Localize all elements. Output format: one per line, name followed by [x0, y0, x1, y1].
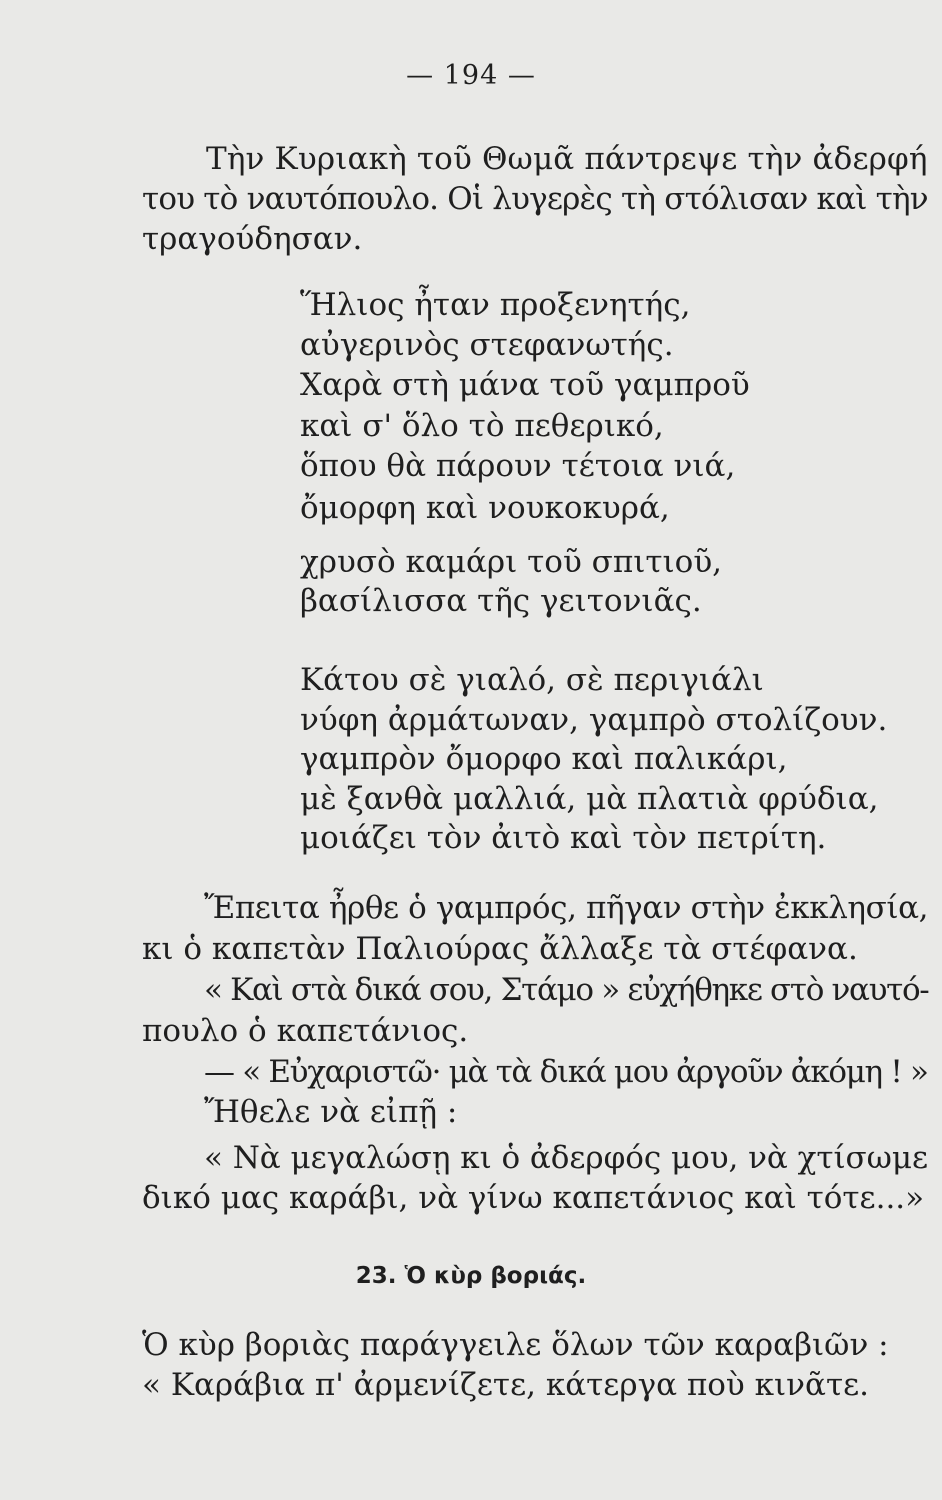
para2-line-2: κι ὁ καπετὰν Παλιούρας ἄλλαξε τὰ στέφανα.	[142, 931, 858, 967]
stanza2-line-3: γαμπρὸν ὄμορφο καὶ παλικάρι,	[300, 741, 788, 777]
stanza1-line-6: ὄμορφη καὶ νουκοκυρά,	[300, 490, 670, 526]
stanza1-line-1: Ἥλιος ἦταν προξενητής,	[300, 287, 691, 323]
para1-line-2: του τὸ ναυτόπουλο. Οἱ λυγερὲς τὴ στόλισαν καὶ τὴν	[142, 181, 928, 217]
stanza1-line-2: αὐγερινὸς στεφανωτής.	[300, 327, 674, 363]
stanza1-line-5: ὅπου θὰ πάρουν τέτοια νιά,	[300, 448, 736, 484]
para3-line-2: « Καράβια π' ἀρμενίζετε, κάτεργα ποὺ κινᾶτε.	[142, 1367, 870, 1403]
para2-line-4: πουλο ὁ καπετάνιος.	[142, 1013, 469, 1049]
stanza2-line-2: νύφη ἀρμάτωναν, γαμπρὸ στολίζουν.	[300, 702, 888, 738]
para2-line-1: Ἔπειτα ἦρθε ὁ γαμπρός, πῆγαν στὴν ἐκκλησία,	[204, 890, 929, 926]
stanza2-line-4: μὲ ξανθὰ μαλλιά, μὰ πλατιὰ φρύδια,	[300, 781, 879, 817]
stanza1-line-3: Χαρὰ στὴ μάνα τοῦ γαμπροῦ	[300, 367, 750, 403]
stanza1-line-4: καὶ σ' ὅλο τὸ πεθερικό,	[300, 408, 664, 444]
stanza2-line-5: μοιάζει τὸν ἀιτὸ καὶ τὸν πετρίτη.	[300, 820, 827, 856]
para2-line-6: Ἤθελε νὰ εἰπῇ :	[204, 1094, 458, 1130]
para2-line-5: — « Εὐχαριστῶ· μὰ τὰ δικά μου ἀργοῦν ἀκόμη ! »	[204, 1054, 928, 1090]
para1-line-3: τραγούδησαν.	[142, 221, 363, 257]
para3-line-1: Ὁ κὺρ βοριὰς παράγγειλε ὅλων τῶν καραβιῶν :	[142, 1327, 889, 1363]
stanza1-line-8: βασίλισσα τῆς γειτονιᾶς.	[300, 583, 702, 619]
stanza2-line-1: Κάτου σὲ γιαλό, σὲ περιγιάλι	[300, 662, 764, 698]
para2-line-8: δικό μας καράβι, νὰ γίνω καπετάνιος καὶ τότε...»	[142, 1180, 925, 1216]
para2-line-7: « Νὰ μεγαλώσῃ κι ὁ ἀδερφός μου, νὰ χτίσωμε	[204, 1140, 929, 1176]
para2-line-3: « Καὶ στὰ δικά σου, Στάμο » εὐχήθηκε στὸ ναυτό-	[204, 972, 929, 1008]
section-heading: 23. Ὁ κὺρ βοριάς.	[355, 1263, 587, 1289]
page-number: — 194 —	[406, 60, 536, 91]
stanza1-line-7: χρυσὸ καμάρι τοῦ σπιτιοῦ,	[300, 544, 723, 580]
para1-line-1: Τὴν Κυριακὴ τοῦ Θωμᾶ πάντρεψε τὴν ἀδερφή	[206, 141, 928, 177]
